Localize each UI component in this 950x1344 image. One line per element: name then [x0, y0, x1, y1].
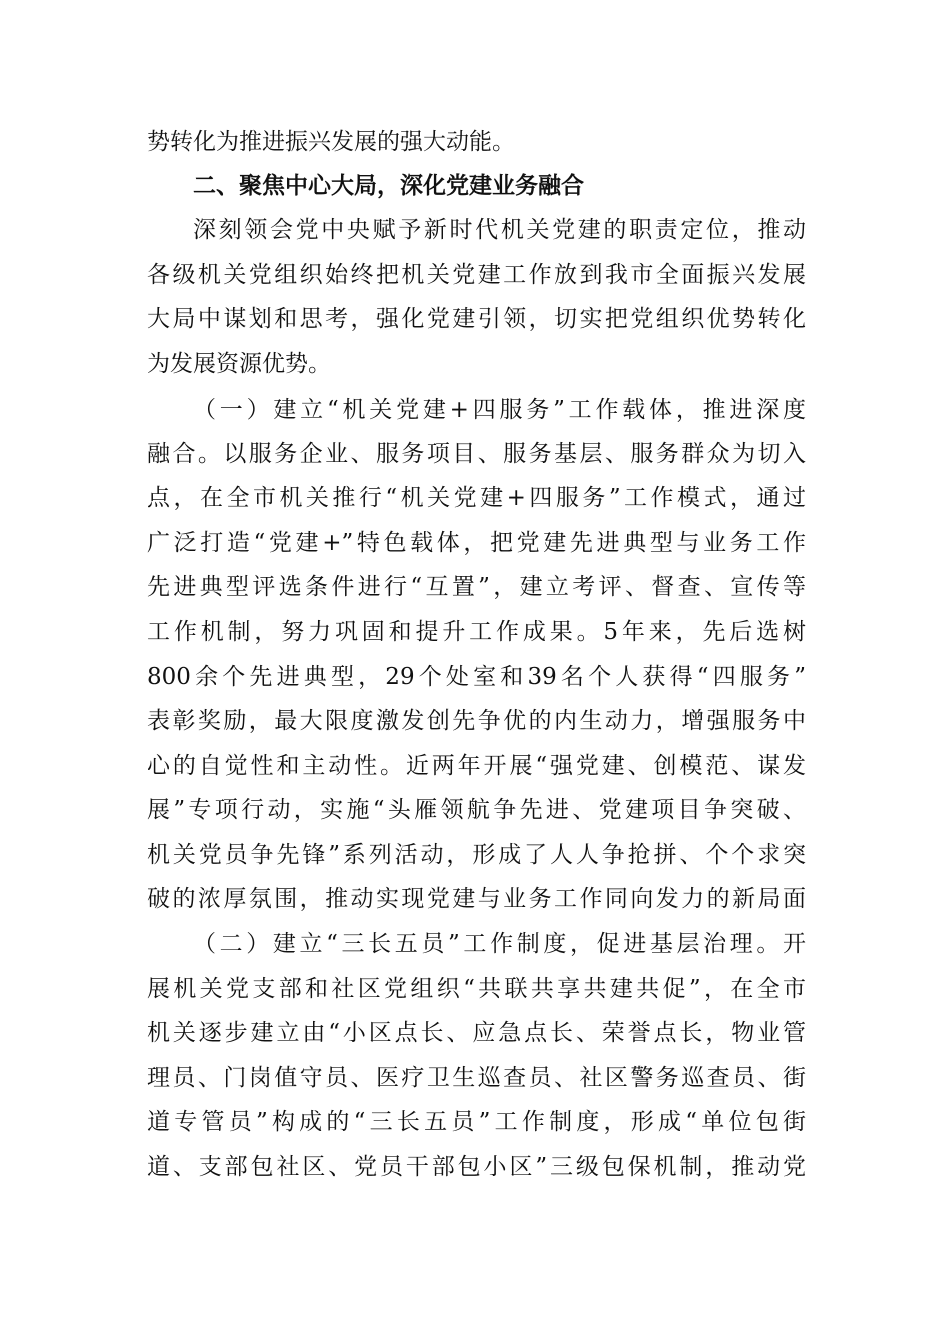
text-line-23: 道专管员”构成的“三长五员”工作制度，形成“单位包街	[147, 1109, 806, 1135]
text-line-9: 点，在全市机关推行“机关党建+四服务”工作模式，通过	[147, 485, 806, 511]
section-heading: 二、聚焦中心大局，深化党建业务融合	[193, 173, 584, 199]
text-line-11: 先进典型评选条件进行“互置”，建立考评、督查、宣传等	[147, 574, 806, 600]
text-line-15: 心的自觉性和主动性。近两年开展“强党建、创模范、谋发	[147, 753, 806, 779]
text-line-22: 理员、门岗值守员、医疗卫生巡查员、社区警务巡查员、街	[147, 1065, 806, 1091]
subsection-one-first-line: （一）建立“机关党建+四服务”工作载体，推进深度	[193, 397, 806, 423]
text-line-18: 破的浓厚氛围，推动实现党建与业务工作同向发力的新局面	[147, 886, 806, 912]
text-line-1: 势转化为推进振兴发展的强大动能。	[147, 129, 515, 155]
subsection-two-first-line: （二）建立“三长五员”工作制度，促进基层治理。开	[193, 931, 806, 957]
text-line-21: 机关逐步建立由“小区点长、应急点长、荣誉点长，物业管	[147, 1020, 806, 1046]
text-line-4: 各级机关党组织始终把机关党建工作放到我市全面振兴发展	[147, 262, 806, 288]
text-line-17: 机关党员争先锋”系列活动，形成了人人争抢拼、个个求突	[147, 842, 806, 868]
text-line-12: 工作机制，努力巩固和提升工作成果。5年来，先后选树	[147, 619, 806, 645]
text-line-16: 展”专项行动，实施“头雁领航争先进、党建项目争突破、	[147, 797, 806, 823]
text-line-8: 融合。以服务企业、服务项目、服务基层、服务群众为切入	[147, 441, 806, 467]
text-line-14: 表彰奖励，最大限度激发创先争优的内生动力，增强服务中	[147, 708, 806, 734]
text-line-6: 为发展资源优势。	[147, 351, 331, 377]
text-line-13: 800余个先进典型，29个处室和39名个人获得“四服务”	[147, 664, 806, 690]
text-line-3: 深刻领会党中央赋予新时代机关党建的职责定位，推动	[193, 217, 806, 243]
text-line-5: 大局中谋划和思考，强化党建引领，切实把党组织优势转化	[147, 306, 806, 332]
text-line-24: 道、支部包社区、党员干部包小区”三级包保机制，推动党	[147, 1154, 806, 1180]
text-line-20: 展机关党支部和社区党组织“共联共享共建共促”，在全市	[147, 976, 806, 1002]
text-line-10: 广泛打造“党建+”特色载体，把党建先进典型与业务工作	[147, 530, 806, 556]
